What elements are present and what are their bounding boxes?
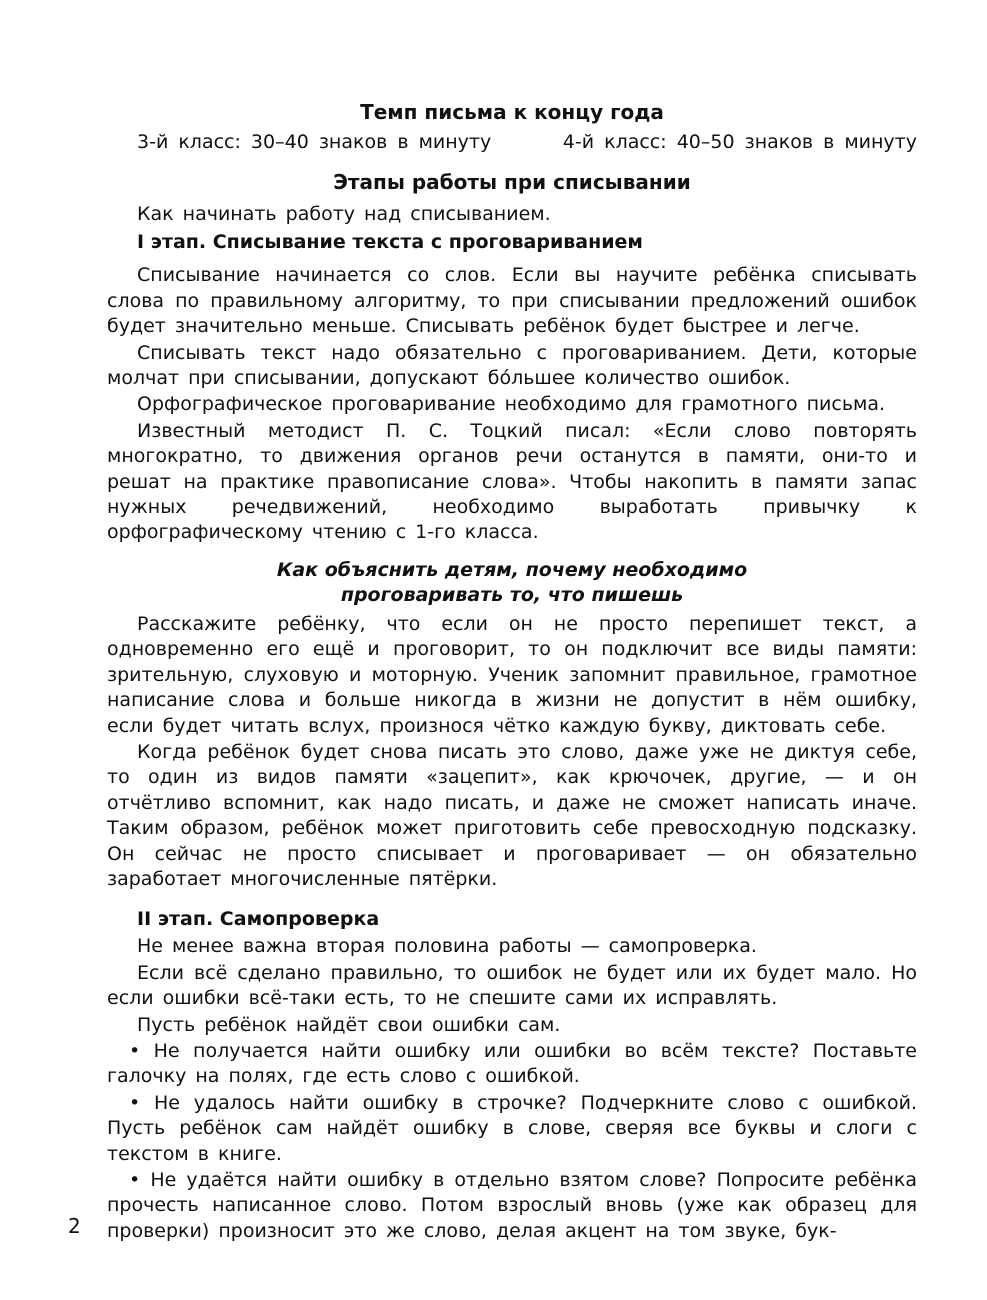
bullet-item: • Не получается найти ошибку или ошибки во всём тексте? Поставьте галочку на полях, где есть слово с ошибкой. (107, 1039, 917, 1088)
page-title: Темп письма к концу года (360, 100, 664, 124)
section-title: Этапы работы при списывании (333, 170, 691, 194)
stage1-paragraph: Списывание начинается со слов. Если вы научите ребёнка списывать слова по правильному алгоритму, то при списывании предложений ошибок будет значительно меньше. Списывать ребёнок будет быстрее и легче. (107, 264, 917, 338)
page-content (107, 98, 917, 1244)
subheading-line2: проговаривать то, что пишешь (340, 583, 684, 606)
bullet-item: • Не удалось найти ошибку в строчке? Подчеркните слово с ошибкой. Пусть ребёнок сам найдёт ошибку в слове, сверяя все буквы и слоги с текстом в книге. (107, 1091, 917, 1165)
stage2-paragraph: Не менее важна вторая половина работы — самопроверка. (137, 935, 757, 958)
stage1-paragraph: Орфографическое проговаривание необходимо для грамотного письма. (137, 393, 886, 416)
explain-paragraph: Когда ребёнок будет снова писать это слово, даже уже не диктуя себе, то один из видов памяти «зацепит», как крючочек, другие, — и он отчётливо вспомнит, как надо писать, и даже не сможет написать иначе. Таким образом, ребёнок может приготовить себе превосходную подсказку. Он сейчас не просто списывает и проговаривает — он обязательно заработает многочисленные пятёрки. (107, 740, 917, 890)
stage1-paragraph: Списывать текст надо обязательно с проговариванием. Дети, которые молчат при списывании, допускают бо́льшее количество ошибок. (107, 341, 917, 390)
subheading-line1: Как объяснить детям, почему необходимо (276, 558, 748, 581)
tempo-grade3: 3-й класс: 30–40 знаков в минуту (137, 131, 492, 153)
subheading (107, 558, 917, 608)
stage2-paragraph: Пусть ребёнок найдёт свои ошибки сам. (137, 1013, 561, 1036)
tempo-row (107, 128, 917, 156)
tempo-grade4: 4-й класс: 40–50 знаков в минуту (562, 131, 917, 153)
stage1-title: I этап. Списывание текста с проговариванием (137, 231, 643, 254)
stage1-paragraph: Известный методист П. С. Тоцкий писал: «Если слово повторять многократно, то движения органов речи останутся в памяти, они-то и решат на практике правописание слова». Чтобы накопить в памяти запас нужных речедвижений, необходимо выработать привычку к орфографическому чтению с 1-го класса. (107, 419, 917, 544)
bullet-item: • Не удаётся найти ошибку в отдельно взятом слове? Попросите ребёнка прочесть написанное слово. Потом взрослый вновь (уже как образец для проверки) произносит это же слово, делая акцент на том звуке, бук- (107, 1169, 917, 1242)
page-number: 2 (68, 1214, 81, 1238)
stage2-paragraph: Если всё сделано правильно, то ошибок не будет или их будет мало. Но если ошибки всё-таки есть, то не спешите сами их исправлять. (107, 961, 917, 1010)
stage2-title: II этап. Самопроверка (137, 908, 380, 931)
explain-paragraph: Расскажите ребёнку, что если он не просто перепишет текст, а одновременно его ещё и проговорит, то он подключит все виды памяти: зрительную, слуховую и моторную. Ученик запомнит правильное, грамотное написание слова и больше никогда в жизни не допустит в нём ошибку, если будет читать вслух, произнося чётко каждую букву, диктовать себе. (107, 612, 917, 737)
intro-paragraph: Как начинать работу над списыванием. (137, 203, 551, 225)
